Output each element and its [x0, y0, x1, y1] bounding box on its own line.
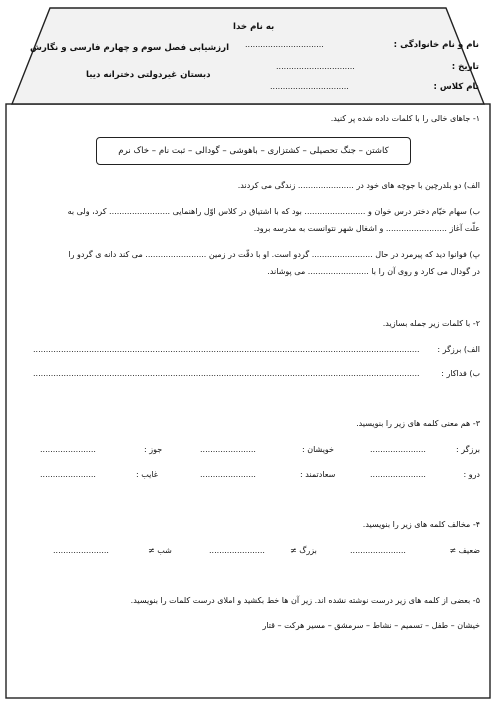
- q3-blank[interactable]: ......................: [370, 445, 426, 454]
- q3-word: درو :: [463, 470, 480, 479]
- q3-blank[interactable]: ......................: [200, 445, 256, 454]
- school-name: دبستان غیردولتی دخترانه دیبا: [86, 70, 211, 80]
- q5-instruction: ۵- بعضی از کلمه های زیر درست نوشته نشده اند. زیر آن ها خط بکشید و املای درست کلمات را بنویسید.: [130, 596, 480, 605]
- q4-blank[interactable]: ......................: [350, 546, 406, 555]
- class-field-label: نام کلاس :: [433, 82, 479, 92]
- q4-instruction: ۴- مخالف کلمه های زیر را بنویسید.: [362, 520, 480, 529]
- q2-label-b: ب) فداکار :: [441, 369, 480, 378]
- q3-word: غایب :: [136, 470, 158, 479]
- q2-blank-b[interactable]: ........................................................................................................................................................: [33, 369, 420, 378]
- q4-blank[interactable]: ......................: [209, 546, 265, 555]
- q4-word: بزرگ ≠: [290, 546, 317, 555]
- q1-item-b-line1: ب) سهام خیّام دختر درس خوان و ........................ بود که با اشتیاق در کلاس اوّل راهنمایی ........................ کرد، ولی به: [67, 207, 480, 216]
- q3-blank[interactable]: ......................: [40, 445, 96, 454]
- date-field-label: تاریخ :: [451, 62, 479, 72]
- q4-blank[interactable]: ......................: [53, 546, 109, 555]
- q1-item-p-line2: در گودال می کارد و روی آن را با ........................ می پوشاند.: [267, 267, 480, 276]
- q3-instruction: ۳- هم معنی کلمه های زیر را بنویسید.: [356, 419, 480, 428]
- q5-word-list: خیشان – طفل – تسمیم – نشاط – سرمشق – مسیر هرکت – قتار: [262, 621, 480, 630]
- q3-word: برزگر :: [456, 445, 480, 454]
- exam-title: ارزشیابی فصل سوم و چهارم فارسی و نگارش: [30, 43, 230, 53]
- q2-label-a: الف) برزگر :: [437, 345, 480, 354]
- bismillah: به نام خدا: [233, 22, 275, 32]
- q1-item-a: الف) دو بلدرچین با جوچه های خود در ...................... زندگی می کردند.: [237, 181, 480, 190]
- q1-item-b-line2: علّت آغاز ........................ و اشغال شهر نتوانست به مدرسه برود.: [253, 224, 480, 233]
- class-field-blank[interactable]: ...............................: [270, 82, 349, 91]
- date-field-blank[interactable]: ...............................: [276, 62, 355, 71]
- name-field-blank[interactable]: ...............................: [245, 40, 324, 49]
- q1-instruction: ۱- جاهای خالی را با کلمات داده شده پر کنید.: [330, 114, 480, 123]
- q1-item-p-line1: پ) فوانوا دید که پیرمرد در حال ........................ گردو است. او با دقّت در زمین ........................ می کند دانه ی گردو را: [68, 250, 480, 259]
- q3-word: سعادتمند :: [300, 470, 336, 479]
- q1-word-bank: کاشتن – جنگ تحصیلی – کشتزاری – باهوشی – گودالی – ثبت نام – خاک نرم: [96, 137, 411, 165]
- q3-blank[interactable]: ......................: [370, 470, 426, 479]
- name-field-label: نام و نام خانوادگی :: [393, 40, 479, 50]
- q3-blank[interactable]: ......................: [40, 470, 96, 479]
- q3-blank[interactable]: ......................: [200, 470, 256, 479]
- q3-word: جوز :: [144, 445, 163, 454]
- q4-word: شب ≠: [148, 546, 172, 555]
- q2-blank-a[interactable]: ........................................................................................................................................................: [33, 345, 420, 354]
- q2-instruction: ۲- با کلمات زیر جمله بسازید.: [382, 319, 480, 328]
- q3-word: خویشان :: [302, 445, 334, 454]
- q4-word: ضعیف ≠: [449, 546, 480, 555]
